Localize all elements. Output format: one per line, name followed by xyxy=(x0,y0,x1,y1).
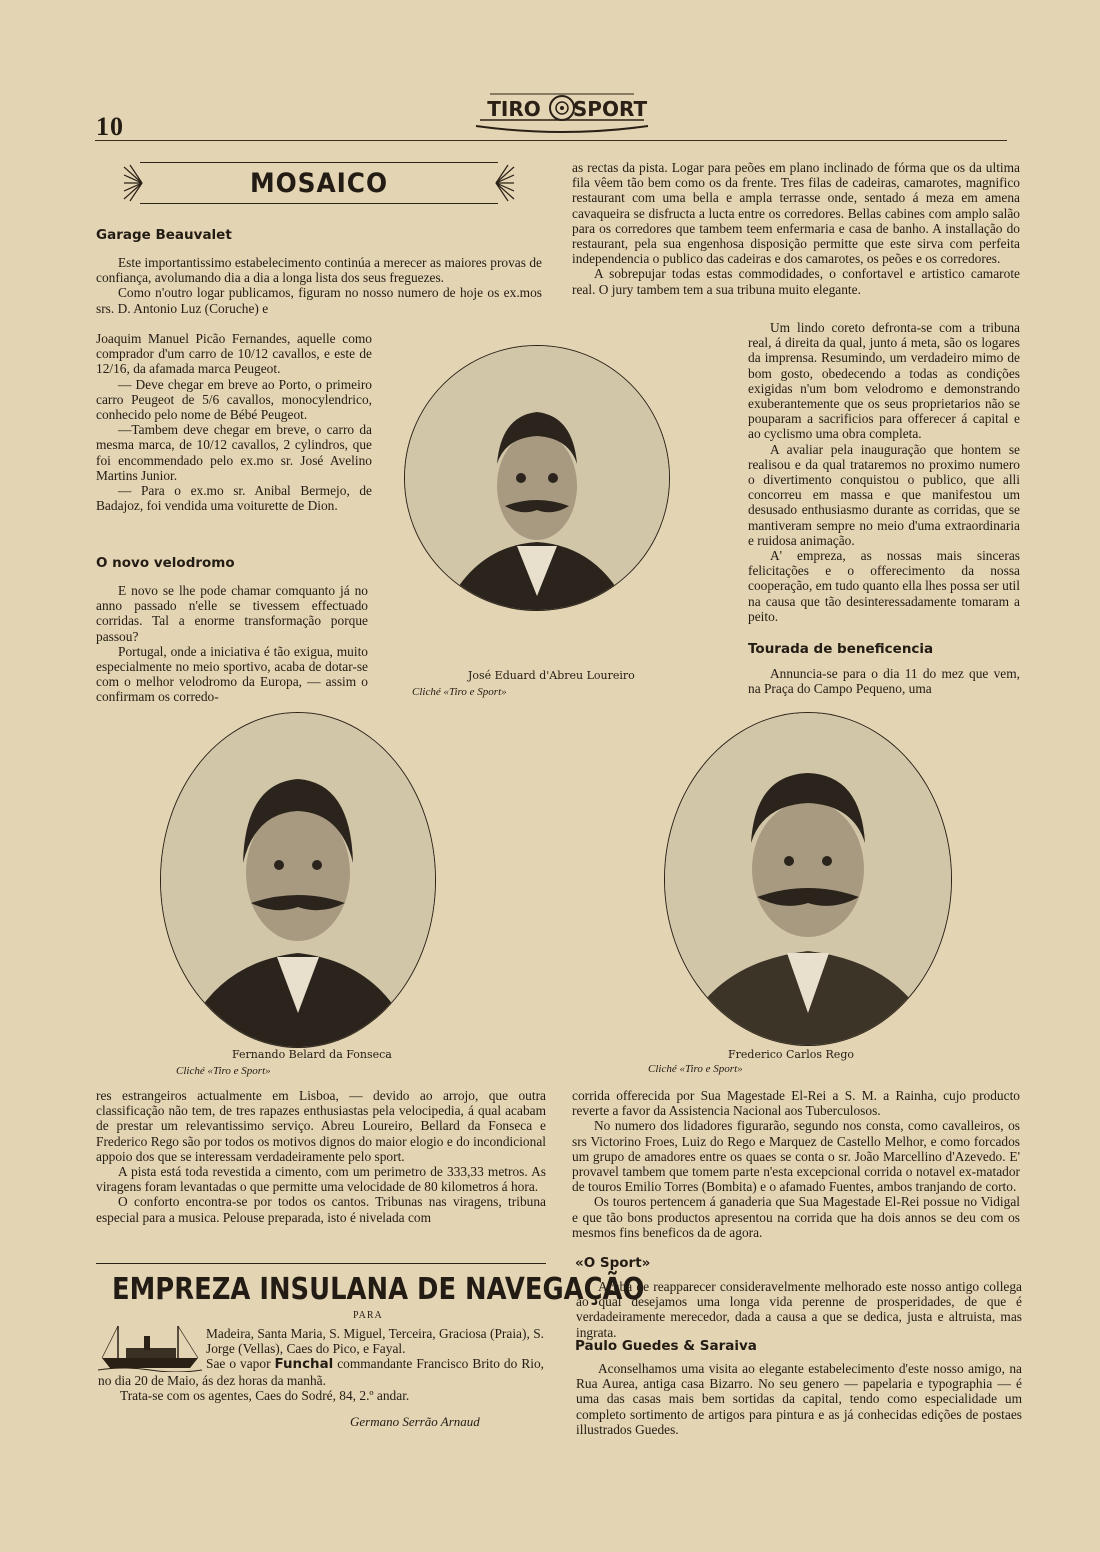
right-p1: as rectas da pista. Logar para peões em plano inclinado de fórma que os da ultima fila vêem tão bem como os da frente. Tres filas de cadeiras, camarotes, magnifico restaurant com uma bella e ampla terrasse onde, sentado á meza em amena cavaqueira se disfructa a lucta entre os corredores. Bellas cabines com amplo salão para os corredores que tambem teem enfermaria e casa de banho. A installação do restaurant, pela sua engenhosa disposição permitte que este sirva com perfeita independencia o publico das cadeiras e dos camarotes, os peões e os corredores. xyxy=(572,160,1020,267)
right-p2: A sobrepujar todas estas commodidades, o confortavel e artistico camarote real. O jury tambem tem a sua tribuna muito elegante. xyxy=(572,266,1020,297)
garage-article xyxy=(96,255,542,316)
velodromo-heading: O novo velodromo xyxy=(96,555,235,571)
garage-p5: — Para o ex.mo sr. Anibal Bermejo, de Badajoz, foi vendida uma voiturette de Dion. xyxy=(96,483,372,514)
credit-fonseca: Cliché «Tiro e Sport» xyxy=(176,1065,271,1077)
right-column-top xyxy=(572,160,1020,297)
velodromo-p2: Portugal, onde a iniciativa é tão exigua, muito especialmente no meio sportivo, acaba de dotar-se com o melhor velodromo da Europa, — assim o confirmam os corredo- xyxy=(96,643,368,705)
credit-loureiro: Cliché «Tiro e Sport» xyxy=(412,686,507,698)
velodromo-p1: E novo se lhe pode chamar comquanto já no anno passado n'elle se tivessem effectuado corridas. Tal a enorme transformação porque passou? xyxy=(96,583,368,644)
right-p5: A' empreza, as nossas mais sinceras felicitações e o offerecimento da nossa cooperação, em tudo quanto ella lhes possa ser util na causa que tão desinteressadamente tomaram a peito. xyxy=(748,548,1020,624)
garage-p2b: Joaquim Manuel Picão Fernandes, aquelle como comprador d'um carro de 10/12 cavallos, e este de 12/16, da afamada marca Peugeot. xyxy=(96,331,372,377)
portrait-rego xyxy=(664,712,952,1046)
right-p3: Um lindo coreto defronta-se com a tribuna real, á direita da qual, junto á meta, são os logares da imprensa. Resumindo, um verdadeiro mimo de bom gosto, obedecendo a todas as condições exigidas n'um bom velodromo e demonstrando exuberantemente que os seus proprietarios não se pouparam a sacrificios para offerecer á capital e ao cyclismo uma obra completa. xyxy=(748,320,1020,442)
garage-p1: Este importantissimo estabelecimento continúa a merecer as maiores provas de confiança, avolumando dia a dia a longa lista dos seus freguezes. xyxy=(96,255,542,286)
velodromo-p5: O conforto encontra-se por todos os cantos. Tribunas nas viragens, tribuna especial para a musica. Pelouse preparada, isto é nivelada com xyxy=(96,1194,546,1225)
paulo-p1: Aconselhamos uma visita ao elegante estabelecimento d'este nosso amigo, na Rua Aurea, antiga casa Bizarro. No seu genero — papelaria e typographia — é uma das casas mais bem sortidas da capital, tendo como especialidade um completo sortimento de artigos para pintura e as já conhecidas edições de postaes illustrados Guedes. xyxy=(576,1361,1022,1437)
velodromo-article-top xyxy=(96,583,368,705)
caption-loureiro: José Eduard d'Abreu Loureiro xyxy=(468,669,635,682)
ad-line1: Madeira, Santa Maria, S. Miguel, Terceira, Graciosa (Praia), S. Jorge (Vellas), Caes do Pico, e Fayal. xyxy=(206,1326,544,1357)
masthead-logo xyxy=(470,86,654,134)
ad-body xyxy=(98,1326,544,1403)
svg-text:TIRO: TIRO xyxy=(487,97,541,121)
ad-line3: Trata-se com os agentes, Caes do Sodré, 84, 2.º andar. xyxy=(120,1387,410,1403)
ad-signature: Germano Serrão Arnaud xyxy=(350,1414,480,1429)
page-number: 10 xyxy=(96,112,124,141)
tourada-p1b: corrida offerecida por Sua Magestade El-Rei a S. M. a Rainha, cujo producto reverte a favor da Assistencia Nacional aos Tuberculosos. xyxy=(572,1088,1020,1119)
caption-fonseca: Fernando Belard da Fonseca xyxy=(232,1048,392,1061)
tourada-article-bottom xyxy=(572,1088,1020,1240)
tourada-p2: No numero dos lidadores figurarão, segundo nos consta, como cavalleiros, os srs Victorino Froes, Luiz do Rego e Marquez de Castello Melhor, e como forcados um grupo de amadores entre os quaes se conta o sr. João Marcellino d'Azevedo. E' provavel tambem que tomem parte n'esta excepcional corrida o notavel ex-matador de touros Emilio Torres (Bombita) e o afamado Fuentes, ambos tranjando de corto. xyxy=(572,1118,1020,1195)
right-p4: A avaliar pela inauguração que hontem se realisou e da qual trataremos no proximo numero o divertimento conquistou o publico, que alli concorreu em massa e que manifestou um desusado enthusiasmo durante as corridas, que se mantiveram sempre no meio d'uma extraordinaria e ruidosa animação. xyxy=(748,441,1020,548)
svg-text:SPORT: SPORT xyxy=(572,97,648,121)
velodromo-p4: A pista está toda revestida a cimento, com um perimetro de 333,33 metros. As viragens foram levantadas o que permitte uma velocidade de 80 kilometros á hora. xyxy=(96,1164,546,1195)
garage-p4: —Tambem deve chegar em breve, o carro da mesma marca, de 10/12 cavallos, 2 cylindros, que foi encommendado pelo ex.mo sr. José Avelino Martins Junior. xyxy=(96,422,372,483)
garage-article-narrow xyxy=(96,331,372,513)
credit-rego: Cliché «Tiro e Sport» xyxy=(648,1063,743,1075)
garage-p3: — Deve chegar em breve ao Porto, o primeiro carro Peugeot de 5/6 cavallos, monocylendrico, conhecido pelo nome de Bébé Peugeot. xyxy=(96,376,372,423)
mosaico-title: MOSAICO xyxy=(250,168,388,199)
tourada-heading: Tourada de beneficencia xyxy=(748,641,934,657)
ad-title: EMPREZA INSULANA DE NAVEGAÇÃO xyxy=(112,1272,645,1307)
portrait-loureiro xyxy=(404,345,670,611)
ad-line2b: commandante Francisco Brito do Rio, no dia 20 de Maio, ás dez horas da manhã. xyxy=(98,1356,545,1388)
caption-rego: Frederico Carlos Rego xyxy=(728,1048,854,1061)
velodromo-article-bottom xyxy=(96,1088,546,1225)
ad-para: PARA xyxy=(353,1310,383,1321)
garage-p2a: Como n'outro logar publicamos, figuram no nosso numero de hoje os ex.mos srs. D. Antonio Luz (Coruche) e xyxy=(96,285,542,316)
o-sport-p1: Acaba de reapparecer consideravelmente melhorado este nosso antigo collega ao qual desejamos uma longa vida perenne de prosperidades, de que é verdadeiramente merecedor, dada a causa a que se dedica, justa e altruista, mas ingrata. xyxy=(576,1279,1022,1340)
paulo-heading: Paulo Guedes & Saraiva xyxy=(575,1338,757,1354)
paulo-article xyxy=(576,1361,1022,1437)
velodromo-p3: res estrangeiros actualmente em Lisboa, — devido ao arrojo, que outra classificação não tem, de tres rapazes enthusiastas pela velocipedia, á qual acabam de prestar um relevantissimo serviço. Abreu Loureiro, Bellard da Fonseca e Frederico Rego são por todos os motivos dignos do maior elogio e do incondicional appoio dos que se interessam verdadeiramente pelo sport. xyxy=(96,1088,546,1164)
header-rule xyxy=(95,140,1007,141)
tourada-p1a-text: Annuncia-se para o dia 11 do mez que vem, na Praça do Campo Pequeno, uma xyxy=(748,666,1020,697)
ad-rule xyxy=(96,1263,546,1264)
tourada-p3: Os touros pertencem á ganaderia que Sua Magestade El-Rei possue no Vidigal e que tão bons productos apresentou na corrida que ha dois annos se deu com os mesmos fins beneficos da de agora. xyxy=(572,1194,1020,1240)
mosaico-section-title xyxy=(122,162,516,204)
o-sport-heading: «O Sport» xyxy=(575,1255,651,1271)
ad-ship: Funchal xyxy=(274,1357,334,1373)
garage-heading: Garage Beauvalet xyxy=(96,227,232,243)
tourada-p1a xyxy=(748,666,1020,696)
ad-line2a: Sae o vapor xyxy=(206,1356,275,1372)
right-column-narrow xyxy=(748,320,1020,624)
portrait-fonseca xyxy=(160,712,436,1048)
